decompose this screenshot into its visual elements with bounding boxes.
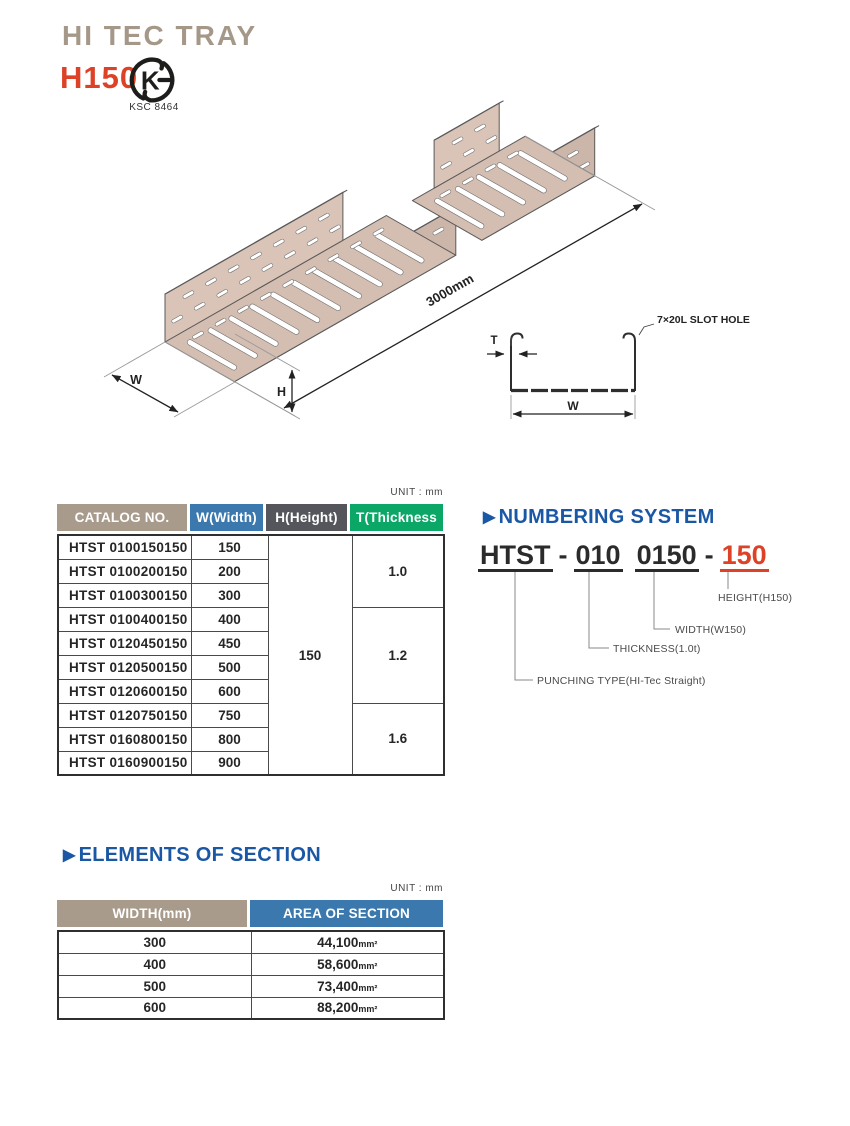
catalog-table-section: [57, 487, 443, 776]
code-dash: -: [704, 540, 714, 570]
table-row: HTST 0160900150 900: [58, 751, 444, 775]
numbering-system-heading: ▶ NUMBERING SYSTEM: [483, 506, 715, 528]
code-part-width: 0150: [635, 541, 699, 572]
area-unit: mm²: [358, 1004, 378, 1015]
width-dimension-label: W: [130, 373, 142, 387]
table-row: HTST 0100200150 200: [58, 559, 444, 583]
slot-hole-label: 7×20L SLOT HOLE: [657, 314, 750, 326]
thickness-group-cell: 1.2: [352, 607, 444, 703]
table-row: HTST 0100300150 300: [58, 583, 444, 607]
table-row: HTST 0100150150 150 150 1.0: [58, 535, 444, 559]
header-thickness: T(Thickness: [350, 504, 443, 531]
section-width-label: W: [567, 399, 579, 413]
table-row: 300 44,100mm²: [58, 931, 444, 953]
width-dimension-arrow: [112, 375, 178, 412]
table-row: 500 73,400mm²: [58, 975, 444, 997]
unit-label: UNIT : mm: [390, 883, 443, 894]
elements-table: [57, 930, 445, 1020]
table-row: HTST 0120750150 750 1.6: [58, 703, 444, 727]
ks-mark-letter: K: [140, 65, 160, 96]
thickness-group-cell: 1.6: [352, 703, 444, 775]
elements-table-header: [57, 900, 443, 927]
table-row: HTST 0100400150 400 1.2: [58, 607, 444, 631]
area-unit: mm²: [358, 982, 378, 993]
table-row: 600 88,200mm²: [58, 997, 444, 1019]
header-width: W(Width): [190, 504, 263, 531]
label-punching: PUNCHING TYPE(HI-Tec Straight): [537, 675, 706, 687]
model-number: H150: [60, 60, 139, 95]
length-dimension-label: 3000mm: [423, 270, 477, 310]
table-row: HTST 0120600150 600: [58, 679, 444, 703]
area-unit: mm²: [358, 960, 378, 971]
triangle-icon: ▶: [483, 509, 496, 526]
code-part-thickness: 010: [574, 541, 623, 572]
thickness-dimension-label: T: [490, 335, 498, 347]
code-part-punching: HTST: [478, 541, 553, 572]
table-row: HTST 0160800150 800: [58, 727, 444, 751]
elements-of-section-heading: ▶ ELEMENTS OF SECTION: [63, 844, 321, 866]
code-dash: -: [558, 540, 568, 570]
label-height: HEIGHT(H150): [718, 592, 793, 604]
header-width-mm: WIDTH(mm): [57, 900, 247, 927]
header-height: H(Height): [266, 504, 347, 531]
cross-section-profile: [511, 334, 635, 392]
thickness-group-cell: 1.0: [352, 535, 444, 607]
label-thickness: THICKNESS(1.0t): [613, 643, 701, 655]
header-catalog-no: CATALOG NO.: [57, 504, 187, 531]
catalog-table: [57, 534, 445, 776]
table-row: 400 58,600mm²: [58, 953, 444, 975]
elements-table-section: [57, 883, 443, 1020]
unit-label: UNIT : mm: [390, 487, 443, 498]
slot-hole-leader-line: [639, 324, 654, 335]
ks-standard-number: KSC 8464: [129, 102, 179, 113]
table-row: HTST 0120450150 450: [58, 631, 444, 655]
page-title: HI TEC TRAY: [62, 20, 258, 51]
height-dimension-label: H: [276, 385, 286, 399]
label-width: WIDTH(W150): [675, 624, 747, 636]
table-row: HTST 0120500150 500: [58, 655, 444, 679]
tray-drawing: [90, 100, 790, 430]
area-unit: mm²: [358, 938, 378, 949]
catalog-table-header: [57, 504, 443, 531]
height-merged-cell: 150: [268, 535, 352, 775]
header-area-of-section: AREA OF SECTION: [250, 900, 443, 927]
triangle-icon: ▶: [63, 847, 76, 864]
code-part-height: 150: [720, 541, 769, 572]
tray-isometric-body: [165, 101, 599, 382]
